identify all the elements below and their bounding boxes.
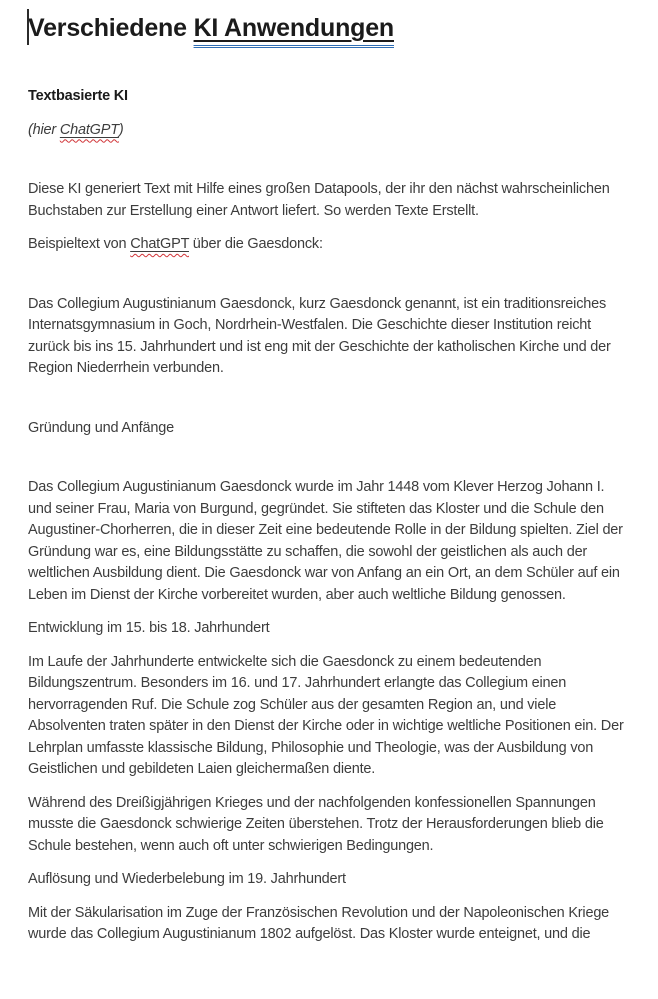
page-title — [28, 10, 630, 46]
heading-entwicklung: Entwicklung im 15. bis 18. Jahrhundert — [28, 620, 270, 636]
note-prefix: (hier — [28, 121, 60, 138]
spellcheck-word-chatgpt: ChatGPT — [130, 236, 189, 252]
empty-line — [28, 268, 630, 282]
spellcheck-word-wrap — [60, 122, 119, 138]
note-suffix: ) — [118, 121, 124, 138]
spellcheck-word-wrap — [130, 236, 189, 252]
empty-line — [28, 153, 630, 167]
paragraph-development: Im Laufe der Jahrhunderte entwickelte sich die Gaesdonck zu einem bedeutenden Bildungszentrum. Besonders im 16. und 17. Jahrhundert erlangte das Collegium einen hervorragenden Ruf. Die Schule zog Schüler aus der gesamten Region an, und viele Absolventen traten später in den Dienst der Kirche oder in wichtige weltliche Positionen ein. Der Lehrplan umfasste klassische Bildung, Philosophie und Theologie, was der Ausbildung von Geistlichen und gebildeten Laien gleichermaßen diente. — [28, 653, 624, 777]
title-underlined-wrap — [194, 14, 394, 42]
heading-gruendung: Gründung und Anfänge — [28, 419, 174, 436]
paragraph-overview: Das Collegium Augustinianum Gaesdonck, kurz Gaesdonck genannt, ist ein traditionsreiches Internatsgymnasium in Goch, Nordrhein-Westfalen. Die Geschichte dieser Institution reicht zurück bis ins 15. Jahrhundert und ist eng mit der Geschichte der katholischen Kirche und der Region Niederrhein verbunden. — [28, 295, 611, 376]
title-text: Verschiedene — [28, 14, 194, 42]
paragraph-war: Während des Dreißigjährigen Krieges und der nachfolgenden konfessionellen Spannungen musste die Gaesdonck schwierige Zeiten überstehen. Trotz der Herausforderungen blieb die Schule bestehen, wenn auch oft unter schwierigen Bedingungen. — [28, 794, 604, 854]
paragraph-example-label — [28, 234, 630, 256]
example-label-prefix: Beispieltext von — [28, 236, 131, 252]
heading-aufloesung: Auflösung und Wiederbelebung im 19. Jahrhundert — [28, 871, 346, 887]
subheading-textbasierte-ki: Textbasierte KI — [28, 88, 128, 104]
example-label-suffix: über die Gaesdonck: — [188, 236, 323, 252]
text-cursor — [27, 9, 29, 45]
paragraph-founding: Das Collegium Augustinianum Gaesdonck wurde im Jahr 1448 vom Klever Herzog Johann I. und seiner Frau, Maria von Burgund, gegründet. Sie stifteten das Kloster und die Schule den Augustiner-Chorherren, die in dieser Zeit eine bedeutende Rolle in der Bildung spielten. Ziel der Gründung war es, eine Bildungsstätte zu schaffen, die sowohl der geistlichen als auch der weltlichen Ausbildung dient. Die Gaesdonck war von Anfang an ein Ort, an dem Schüler auf ein Leben im Dienst der Kirche vorbereitet wurden, aber auch weltliche Bildung genossen. — [28, 479, 623, 603]
spellcheck-word-chatgpt: ChatGPT — [59, 121, 119, 138]
empty-line — [28, 451, 630, 465]
title-underlined-text: KI Anwendungen — [193, 14, 394, 42]
paragraph-intro: Diese KI generiert Text mit Hilfe eines großen Datapools, der ihr den nächst wahrscheinlichen Buchstaben zur Erstellung einer Antwort liefert. So werden Texte Erstellt. — [28, 181, 610, 219]
paragraph-dissolution: Mit der Säkularisation im Zuge der Französischen Revolution und der Napoleonischen Kriege wurde das Collegium Augustinianum 1802 aufgelöst. Das Kloster wurde enteignet, und die — [28, 904, 610, 942]
note-hier-chatgpt — [28, 120, 630, 142]
empty-line — [28, 392, 630, 406]
